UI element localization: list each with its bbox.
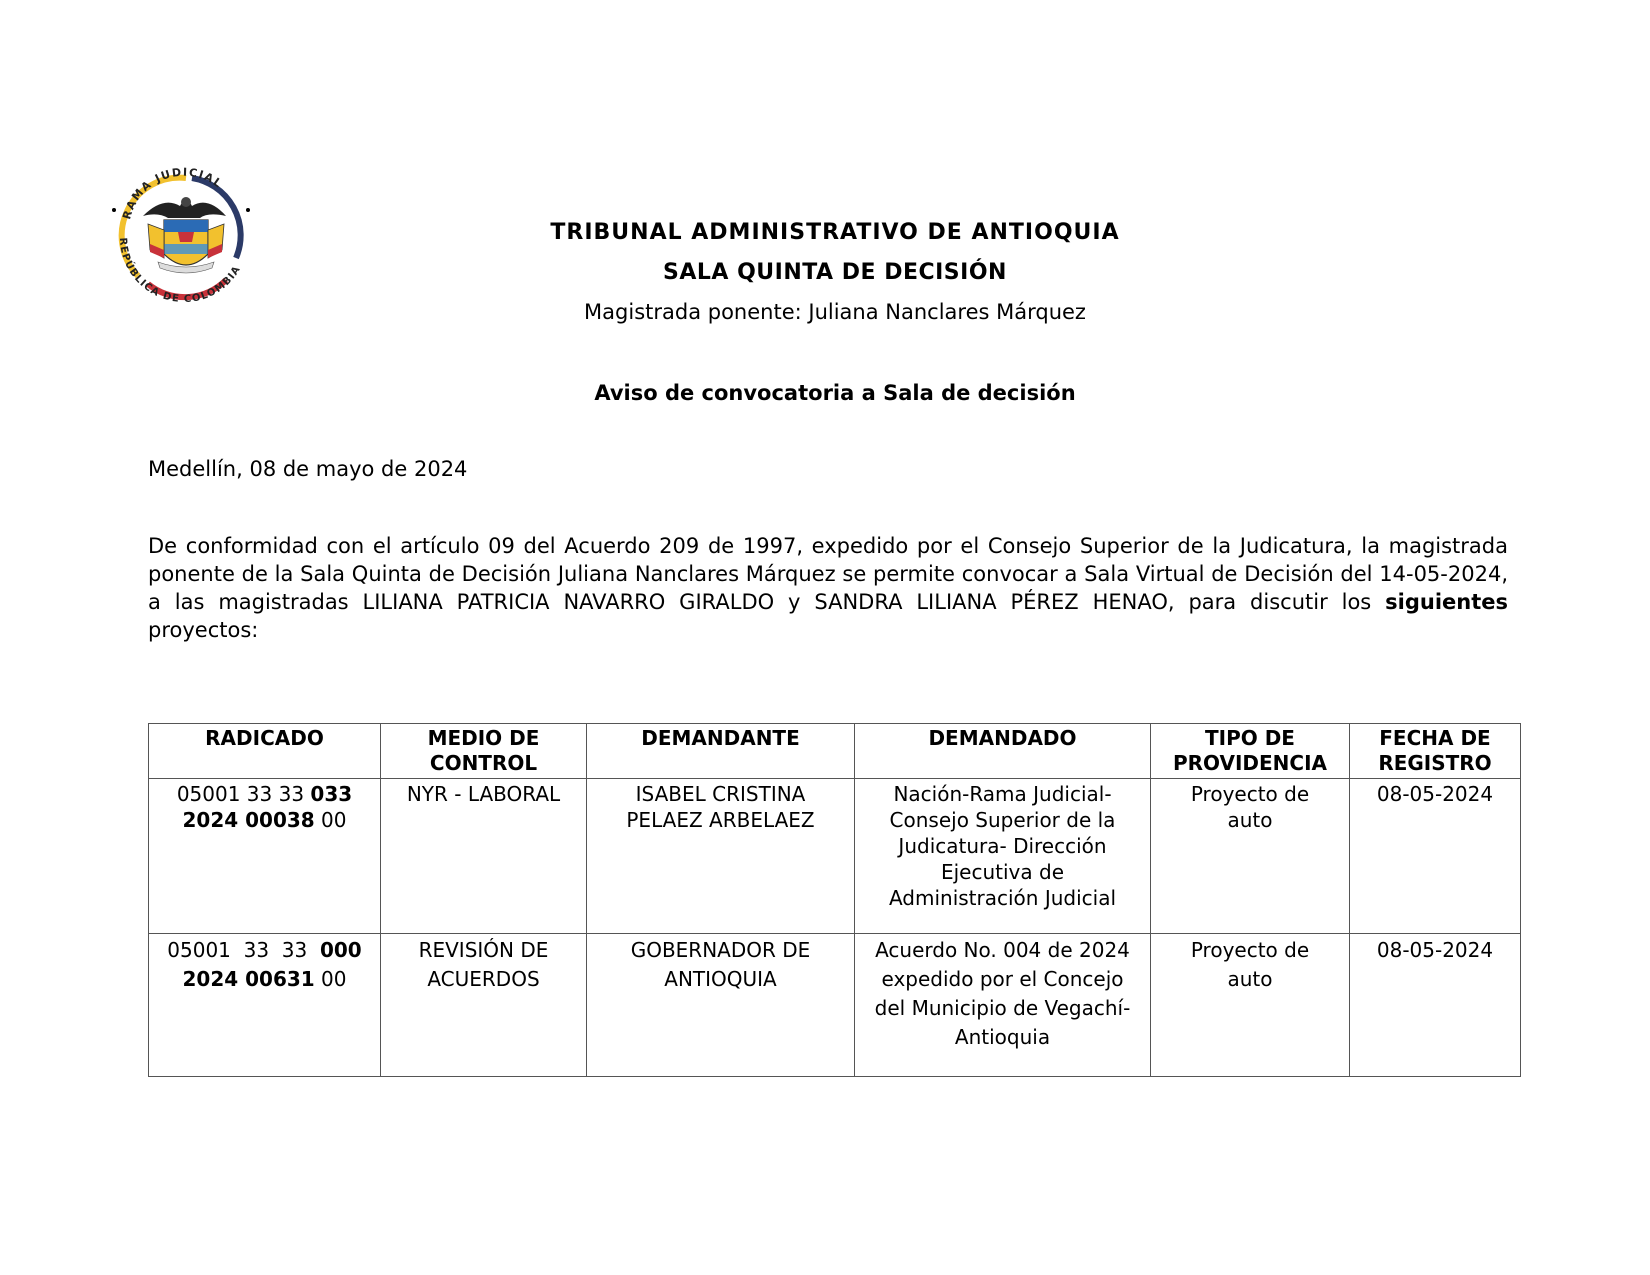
header-demandante: DEMANDANTE <box>587 724 855 779</box>
cell-demandante: ISABEL CRISTINA PELAEZ ARBELAEZ <box>587 779 855 934</box>
magistrate-line: Magistrada ponente: Juliana Nanclares Márquez <box>584 300 1086 324</box>
cell-radicado: 05001 33 33 033 2024 00038 00 <box>149 779 381 934</box>
cell-tipo-de-providencia: Proyecto de auto <box>1151 934 1350 1077</box>
cell-medio-de-control: NYR - LABORAL <box>381 779 587 934</box>
cell-demandante: GOBERNADOR DE ANTIOQUIA <box>587 934 855 1077</box>
header-demandado: DEMANDADO <box>855 724 1151 779</box>
body-text-start: De conformidad con el artículo 09 del Acuerdo 209 de 1997, expedido por el Consejo Superior de la Judicatura, la magistrada ponente de la Sala Quinta de Decisión Juliana Nanclares Márquez se permite convocar a Sala Virtual de Decisión del 14-05-2024, a las magistradas LILIANA PATRICIA NAVARRO GIRALDO y SANDRA LILIANA PÉREZ HENAO, para discutir los <box>148 534 1508 614</box>
court-title: TRIBUNAL ADMINISTRATIVO DE ANTIOQUIA <box>550 220 1120 245</box>
cell-demandado: Nación-Rama Judicial- Consejo Superior de la Judicatura- Dirección Ejecutiva de Administración Judicial <box>855 779 1151 934</box>
cell-fecha-de-registro: 08-05-2024 <box>1350 779 1521 934</box>
header-fecha-de-registro: FECHA DE REGISTRO <box>1350 724 1521 779</box>
chamber-subtitle: SALA QUINTA DE DECISIÓN <box>663 260 1007 285</box>
header-medio-de-control: MEDIO DE CONTROL <box>381 724 587 779</box>
body-bold-word: siguientes <box>1385 590 1508 614</box>
rama-judicial-seal-logo <box>108 158 258 308</box>
cell-tipo-de-providencia: Proyecto de auto <box>1151 779 1350 934</box>
header-tipo-de-providencia: TIPO DE PROVIDENCIA <box>1151 724 1350 779</box>
cell-fecha-de-registro: 08-05-2024 <box>1350 934 1521 1077</box>
cell-demandado: Acuerdo No. 004 de 2024 expedido por el Concejo del Municipio de Vegachí- Antioquia <box>855 934 1151 1077</box>
projects-table <box>148 723 1521 1077</box>
notice-title: Aviso de convocatoria a Sala de decisión <box>594 381 1076 405</box>
table-header-row <box>149 724 1521 779</box>
table-row <box>149 779 1521 934</box>
header-radicado: RADICADO <box>149 724 381 779</box>
svg-text:RAMA JUDICIAL: RAMA JUDICIAL <box>120 165 226 221</box>
body-text-end: proyectos: <box>148 618 259 642</box>
body-paragraph <box>148 532 1508 644</box>
cell-radicado: 05001 33 33 000 2024 00631 00 <box>149 934 381 1077</box>
cell-medio-de-control: REVISIÓN DE ACUERDOS <box>381 934 587 1077</box>
svg-text:REPÚBLICA DE COLOMBIA: REPÚBLICA DE COLOMBIA <box>116 237 244 306</box>
table-row <box>149 934 1521 1077</box>
dateline: Medellín, 08 de mayo de 2024 <box>148 457 468 481</box>
